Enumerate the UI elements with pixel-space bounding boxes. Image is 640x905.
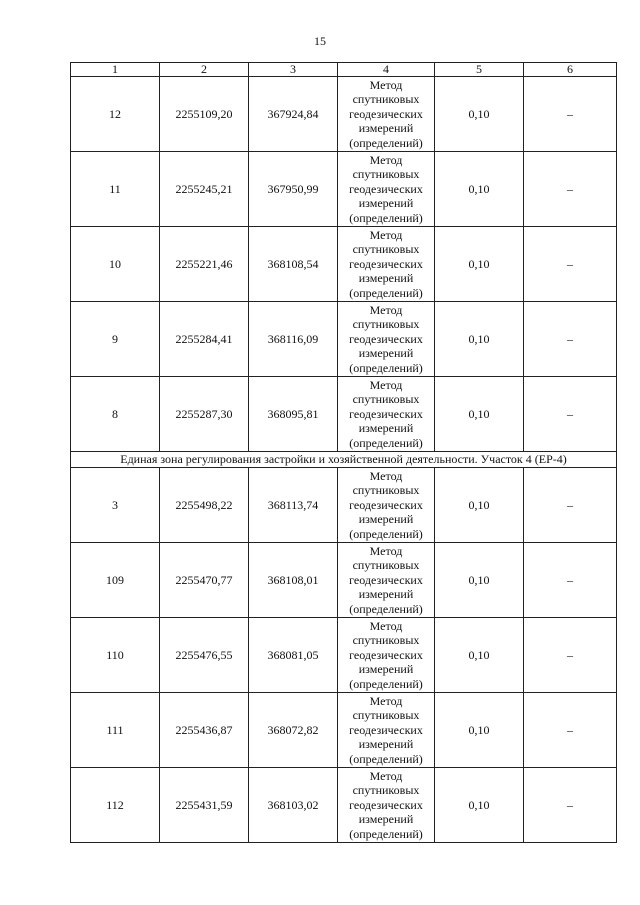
table-row [71,77,617,152]
method-line: спутниковых [352,483,420,498]
table-row [71,468,617,543]
method-cell [338,302,435,377]
x-coordinate-cell: 2255287,30 [160,377,249,452]
method-line: измерений [358,737,414,752]
method-line: (определений) [349,676,423,691]
method-line: геодезических [349,647,423,662]
table-row [71,693,617,768]
note-cell: – [524,227,617,302]
method-line: Метод [369,618,403,633]
table-row [71,543,617,618]
note-cell: – [524,302,617,377]
x-coordinate-cell: 2255245,21 [160,152,249,227]
point-number-cell: 3 [71,468,160,543]
point-number-cell: 12 [71,77,160,152]
method-line: Метод [369,377,403,392]
method-line: Метод [369,693,403,708]
accuracy-cell: 0,10 [435,693,524,768]
table-header-row [71,63,617,77]
method-line: (определений) [349,826,423,841]
y-coordinate-cell: 368116,09 [249,302,338,377]
x-coordinate-cell: 2255476,55 [160,618,249,693]
accuracy-cell: 0,10 [435,77,524,152]
method-line: геодезических [349,797,423,812]
point-number-cell: 9 [71,302,160,377]
method-line: Метод [369,227,403,242]
method-line: (определений) [349,360,423,375]
point-number-cell: 11 [71,152,160,227]
method-line: Метод [369,768,403,783]
section-row [71,452,617,468]
accuracy-cell: 0,10 [435,152,524,227]
column-header: 4 [338,63,435,77]
note-cell: – [524,77,617,152]
y-coordinate-cell: 368081,05 [249,618,338,693]
column-header: 3 [249,63,338,77]
note-cell: – [524,618,617,693]
method-line: измерений [358,662,414,677]
method-line: спутниковых [352,633,420,648]
method-cell [338,693,435,768]
method-line: измерений [358,121,414,136]
method-line: спутниковых [352,167,420,182]
column-header: 1 [71,63,160,77]
method-line: геодезических [349,572,423,587]
method-line: (определений) [349,751,423,766]
method-line: Метод [369,468,403,483]
method-line: (определений) [349,285,423,300]
method-line: спутниковых [352,317,420,332]
section-title: Единая зона регулирования застройки и хозяйственной деятельности. Участок 4 (ЕР-4) [71,452,617,468]
method-line: спутниковых [352,783,420,798]
column-header: 6 [524,63,617,77]
method-line: (определений) [349,435,423,450]
table-row [71,152,617,227]
note-cell: – [524,693,617,768]
method-line: измерений [358,346,414,361]
accuracy-cell: 0,10 [435,468,524,543]
method-line: геодезических [349,497,423,512]
method-line: геодезических [349,331,423,346]
method-line: (определений) [349,135,423,150]
y-coordinate-cell: 368072,82 [249,693,338,768]
y-coordinate-cell: 367924,84 [249,77,338,152]
x-coordinate-cell: 2255498,22 [160,468,249,543]
point-number-cell: 112 [71,768,160,843]
method-line: (определений) [349,526,423,541]
accuracy-cell: 0,10 [435,377,524,452]
method-line: спутниковых [352,392,420,407]
method-cell [338,377,435,452]
method-line: (определений) [349,601,423,616]
accuracy-cell: 0,10 [435,768,524,843]
method-cell [338,152,435,227]
note-cell: – [524,152,617,227]
accuracy-cell: 0,10 [435,302,524,377]
column-header: 5 [435,63,524,77]
table-row [71,227,617,302]
method-line: спутниковых [352,242,420,257]
method-line: измерений [358,512,414,527]
method-line: геодезических [349,106,423,121]
method-line: геодезических [349,406,423,421]
y-coordinate-cell: 368108,54 [249,227,338,302]
method-line: измерений [358,271,414,286]
method-line: Метод [369,77,403,92]
note-cell: – [524,768,617,843]
method-line: геодезических [349,722,423,737]
accuracy-cell: 0,10 [435,543,524,618]
y-coordinate-cell: 368103,02 [249,768,338,843]
x-coordinate-cell: 2255431,59 [160,768,249,843]
note-cell: – [524,377,617,452]
table-row [71,768,617,843]
x-coordinate-cell: 2255221,46 [160,227,249,302]
table-row [71,618,617,693]
method-line: Метод [369,152,403,167]
x-coordinate-cell: 2255109,20 [160,77,249,152]
method-line: геодезических [349,256,423,271]
x-coordinate-cell: 2255284,41 [160,302,249,377]
y-coordinate-cell: 368095,81 [249,377,338,452]
column-header: 2 [160,63,249,77]
y-coordinate-cell: 367950,99 [249,152,338,227]
method-cell [338,768,435,843]
method-line: спутниковых [352,708,420,723]
method-cell [338,618,435,693]
table-row [71,302,617,377]
method-cell [338,227,435,302]
x-coordinate-cell: 2255436,87 [160,693,249,768]
note-cell: – [524,468,617,543]
method-line: Метод [369,302,403,317]
table-row [71,377,617,452]
point-number-cell: 111 [71,693,160,768]
point-number-cell: 109 [71,543,160,618]
method-line: измерений [358,812,414,827]
method-line: измерений [358,196,414,211]
method-line: геодезических [349,181,423,196]
accuracy-cell: 0,10 [435,618,524,693]
method-line: Метод [369,543,403,558]
note-cell: – [524,543,617,618]
point-number-cell: 8 [71,377,160,452]
point-number-cell: 110 [71,618,160,693]
y-coordinate-cell: 368108,01 [249,543,338,618]
method-line: (определений) [349,210,423,225]
point-number-cell: 10 [71,227,160,302]
method-line: спутниковых [352,558,420,573]
page-number: 15 [314,34,326,48]
method-cell [338,468,435,543]
method-line: измерений [358,587,414,602]
x-coordinate-cell: 2255470,77 [160,543,249,618]
method-cell [338,543,435,618]
coordinates-table [70,62,617,843]
accuracy-cell: 0,10 [435,227,524,302]
y-coordinate-cell: 368113,74 [249,468,338,543]
method-line: измерений [358,421,414,436]
method-line: спутниковых [352,92,420,107]
method-cell [338,77,435,152]
